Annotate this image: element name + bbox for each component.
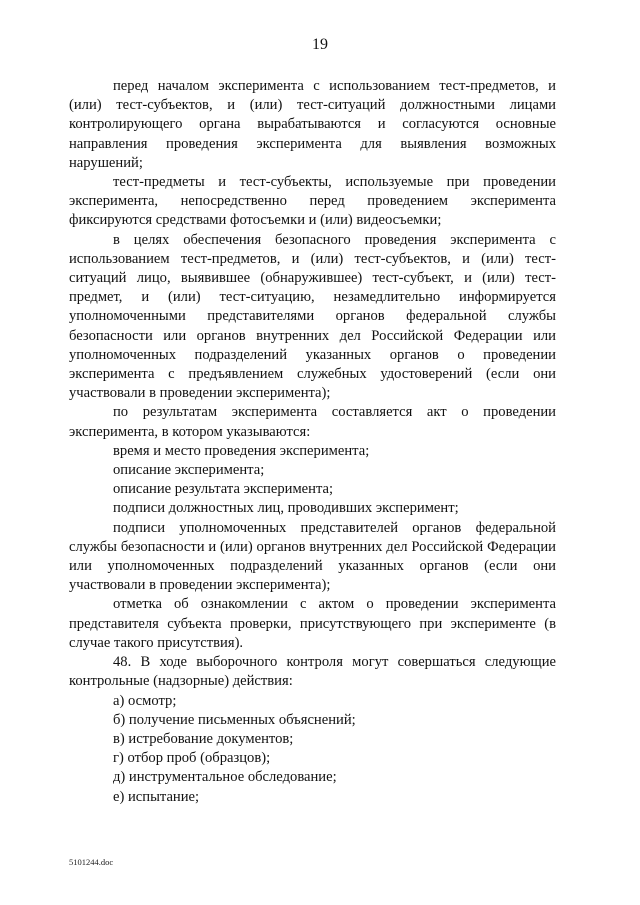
action-item: б) получение письменных объяснений; [113,711,356,728]
action-item: в) истребование документов; [113,730,294,747]
action-item: а) осмотр; [113,692,177,709]
page-number: 19 [312,36,328,53]
paragraph: по результатам эксперимента составляется акт о проведении эксперимента, в котором указываются: [69,404,556,440]
action-item: д) инструментальное обследование; [113,769,337,786]
paragraph: перед началом эксперимента с использованием тест-предметов, и (или) тест-субъектов, и (или) тест-ситуаций должностными лицами контролирующего органа вырабатываются и согласуются основные направления проведения эксперимента для выявления возможных нарушений; [69,78,556,171]
document-body [69,77,556,807]
act-item: описание эксперимента; [113,462,265,479]
paragraph: отметка об ознакомлении с актом о проведении эксперимента представителя субъекта проверки, присутствующего при эксперименте (в случае такого присутствия). [69,596,556,651]
act-item: время и место проведения эксперимента; [113,442,370,459]
paragraph: в целях обеспечения безопасного проведения эксперимента с использованием тест-предметов, и (или) тест-субъектов, и (или) тест-ситуаций лицо, выявившее (обнаружившее) тест-субъект, и (или) тест-предмет, и (или) тест-ситуацию, незамедлительно информируется уполномоченными представителями органов федеральной службы безопасности или органов внутренних дел Российской Федерации или уполномоченных подразделений указанных органов о проведении эксперимента с предъявлением служебных удостоверений (если они участвовали в проведении эксперимента); [69,231,556,402]
action-item: г) отбор проб (образцов); [113,750,271,767]
document-footer: 5101244.doc [69,857,114,867]
action-item: е) испытание; [113,788,200,805]
act-item: подписи должностных лиц, проводивших эксперимент; [113,500,459,517]
paragraph: подписи уполномоченных представителей органов федеральной службы безопасности и (или) органов внутренних дел Российской Федерации или уполномоченных подразделений указанных органов (если они участвовали в проведении эксперимента); [69,519,556,594]
act-item: описание результата эксперимента; [113,481,334,498]
paragraph: тест-предметы и тест-субъекты, используемые при проведении эксперимента, непосредственно перед проведением эксперимента фиксируются средствами фотосъемки и (или) видеосъемки; [69,174,556,229]
paragraph: 48. В ходе выборочного контроля могут совершаться следующие контрольные (надзорные) действия: [69,654,556,690]
